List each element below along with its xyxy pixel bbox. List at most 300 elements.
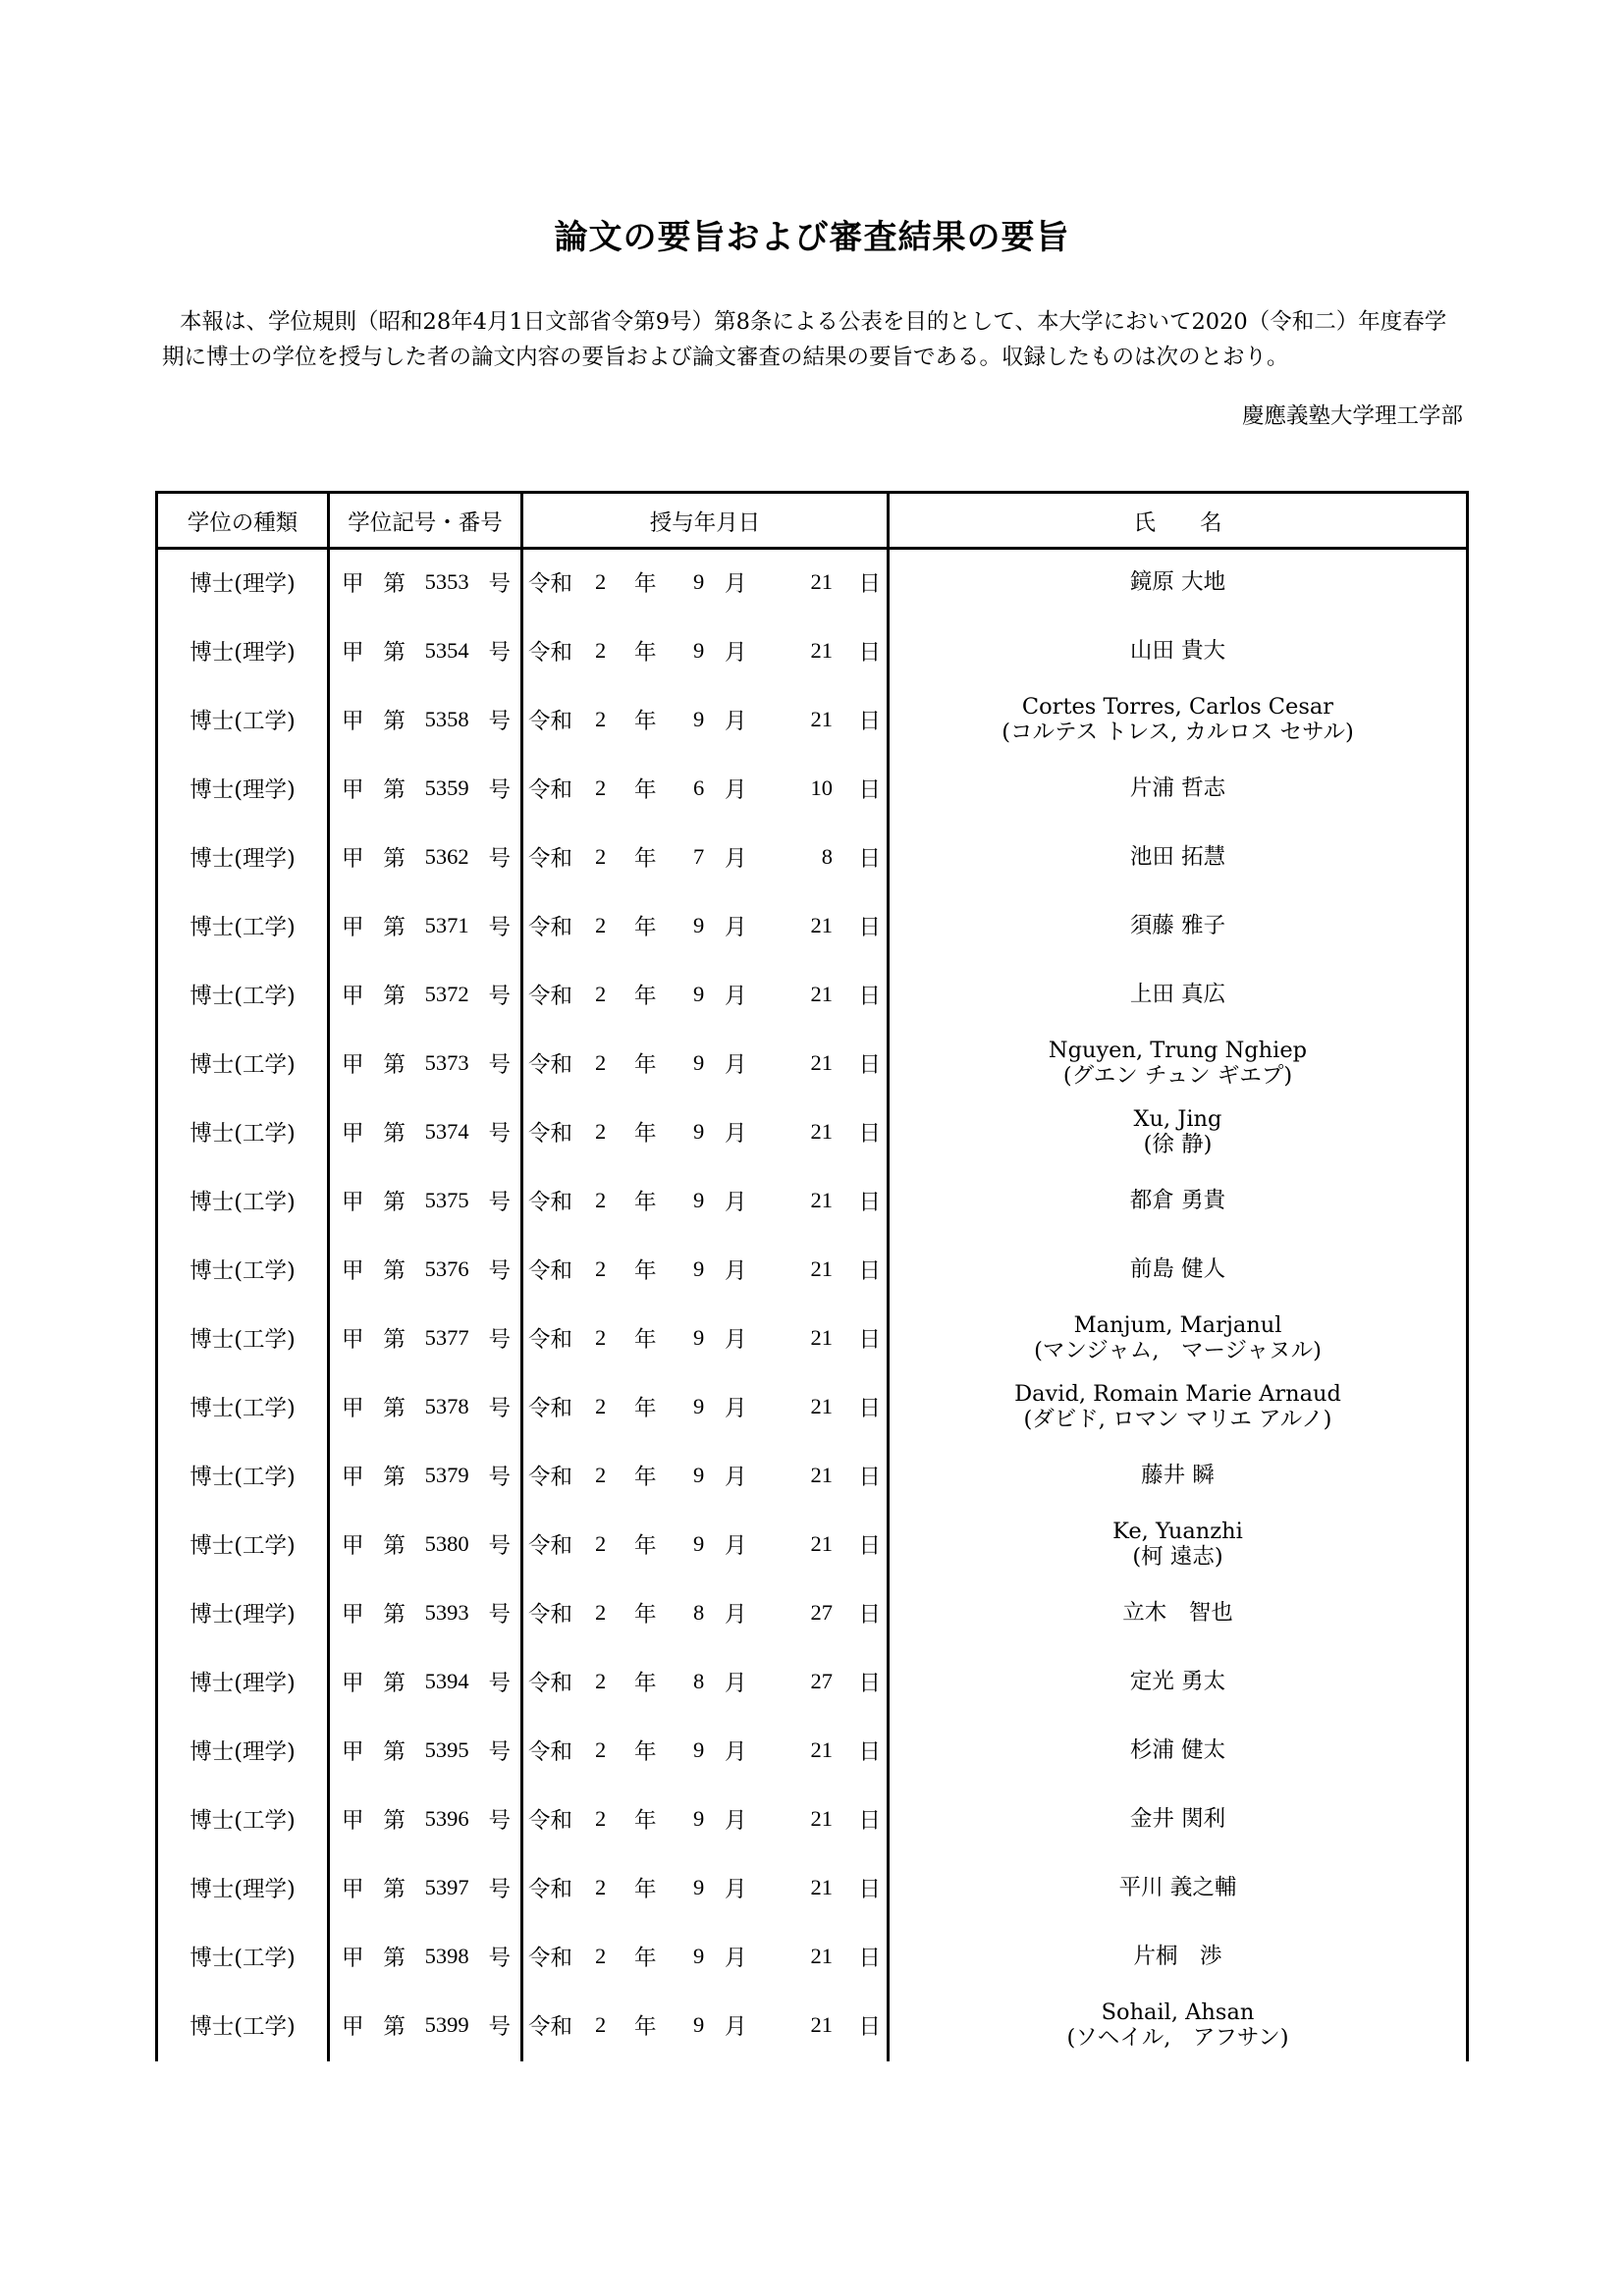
degree-number: 5377 — [424, 1325, 469, 1350]
degree-type-cell: 博士(工学) — [189, 2014, 296, 2040]
dai-label: 第 — [383, 1190, 406, 1215]
year: 2 — [595, 1944, 607, 1968]
gou-label: 号 — [488, 1258, 511, 1284]
year: 2 — [595, 707, 607, 731]
degree-number-cell — [332, 1235, 520, 1304]
nichi-label: 日 — [858, 846, 881, 872]
nichi-label: 日 — [858, 1327, 881, 1353]
table-row — [155, 1991, 1469, 2059]
degree-number: 5396 — [424, 1806, 469, 1831]
nichi-label: 日 — [858, 915, 881, 940]
month: 9 — [693, 638, 705, 663]
degree-type-cell: 博士(理学) — [189, 1877, 296, 1902]
kou-label: 甲 — [342, 1533, 364, 1559]
name-reading: (マンジャム, マージャヌル) — [1034, 1338, 1322, 1363]
degree-number: 5375 — [424, 1188, 469, 1212]
degree-type-cell: 博士(工学) — [189, 709, 296, 734]
nichi-label: 日 — [858, 1258, 881, 1284]
tsuki-label: 月 — [725, 1739, 747, 1765]
gou-label: 号 — [488, 1465, 511, 1490]
month: 9 — [693, 1806, 705, 1831]
degree-number: 5393 — [424, 1600, 469, 1625]
name-primary: 杉浦 健太 — [1129, 1737, 1226, 1763]
degree-number: 5380 — [424, 1531, 469, 1556]
name-cell — [890, 1991, 1466, 2059]
name-primary: Nguyen, Trung Nghiep — [1048, 1038, 1308, 1063]
degree-type-cell: 博士(理学) — [189, 846, 296, 872]
award-date-cell — [528, 685, 887, 754]
degree-number: 5376 — [424, 1256, 469, 1281]
day: 21 — [810, 1256, 833, 1281]
month: 9 — [693, 1875, 705, 1899]
intro-line-1: 本報は、学位規則（昭和28年4月1日文部省令第9号）第8条による公表を目的として、本大学において2020（令和二）年度春学 — [180, 309, 1447, 335]
era-label: 令和 — [528, 1121, 573, 1147]
nen-label: 年 — [634, 2014, 657, 2040]
name-primary: 鏡原 大地 — [1129, 569, 1226, 595]
name-primary: 藤井 瞬 — [1141, 1463, 1215, 1488]
month: 9 — [693, 1119, 705, 1144]
degree-number: 5379 — [424, 1463, 469, 1487]
month: 9 — [693, 1737, 705, 1762]
name-cell — [890, 1578, 1466, 1647]
day: 21 — [810, 638, 833, 663]
award-date-cell — [528, 1991, 887, 2059]
year: 2 — [595, 2012, 607, 2037]
degree-number-cell — [332, 1166, 520, 1235]
nen-label: 年 — [634, 1808, 657, 1834]
kou-label: 甲 — [342, 1877, 364, 1902]
degree-type-cell: 博士(工学) — [189, 1121, 296, 1147]
award-date-cell — [528, 1304, 887, 1372]
award-date-cell — [528, 823, 887, 891]
degree-type-cell: 博士(理学) — [189, 1671, 296, 1696]
gou-label: 号 — [488, 1808, 511, 1834]
era-label: 令和 — [528, 1533, 573, 1559]
nen-label: 年 — [634, 1739, 657, 1765]
tsuki-label: 月 — [725, 1396, 747, 1421]
era-label: 令和 — [528, 1602, 573, 1628]
gou-label: 号 — [488, 640, 511, 666]
day: 21 — [810, 913, 833, 937]
day: 21 — [810, 1188, 833, 1212]
name-cell — [890, 1166, 1466, 1235]
nichi-label: 日 — [858, 1052, 881, 1078]
year: 2 — [595, 913, 607, 937]
name-primary: 立木 智也 — [1122, 1600, 1233, 1626]
nen-label: 年 — [634, 846, 657, 872]
tsuki-label: 月 — [725, 777, 747, 803]
name-cell — [890, 891, 1466, 960]
table-row — [155, 823, 1469, 891]
era-label: 令和 — [528, 1877, 573, 1902]
month: 8 — [693, 1669, 705, 1693]
name-cell — [890, 1510, 1466, 1578]
dai-label: 第 — [383, 1121, 406, 1147]
month: 9 — [693, 1256, 705, 1281]
table-row — [155, 685, 1469, 754]
era-label: 令和 — [528, 2014, 573, 2040]
tsuki-label: 月 — [725, 1877, 747, 1902]
table-row — [155, 1441, 1469, 1510]
degree-type-cell: 博士(工学) — [189, 1396, 296, 1421]
name-reading: (ダビド, ロマン マリエ アルノ) — [1023, 1407, 1332, 1432]
name-cell — [890, 1785, 1466, 1853]
month: 7 — [693, 844, 705, 869]
degree-number-cell — [332, 1304, 520, 1372]
era-label: 令和 — [528, 915, 573, 940]
degree-number: 5372 — [424, 982, 469, 1006]
day: 10 — [810, 775, 833, 800]
kou-label: 甲 — [342, 777, 364, 803]
degree-number-cell — [332, 754, 520, 823]
dai-label: 第 — [383, 1671, 406, 1696]
name-primary: David, Romain Marie Arnaud — [1014, 1381, 1341, 1407]
award-date-cell — [528, 616, 887, 685]
tsuki-label: 月 — [725, 1533, 747, 1559]
day: 21 — [810, 1463, 833, 1487]
nen-label: 年 — [634, 1602, 657, 1628]
award-date-cell — [528, 1029, 887, 1097]
nen-label: 年 — [634, 1671, 657, 1696]
header-degree-number: 学位記号・番号 — [348, 509, 503, 536]
nichi-label: 日 — [858, 571, 881, 597]
year: 2 — [595, 844, 607, 869]
tsuki-label: 月 — [725, 709, 747, 734]
dai-label: 第 — [383, 1533, 406, 1559]
day: 21 — [810, 1119, 833, 1144]
era-label: 令和 — [528, 846, 573, 872]
award-date-cell — [528, 1647, 887, 1716]
gou-label: 号 — [488, 571, 511, 597]
month: 9 — [693, 1188, 705, 1212]
kou-label: 甲 — [342, 1052, 364, 1078]
table-row — [155, 1097, 1469, 1166]
year: 2 — [595, 1737, 607, 1762]
gou-label: 号 — [488, 777, 511, 803]
kou-label: 甲 — [342, 1258, 364, 1284]
degree-number: 5399 — [424, 2012, 469, 2037]
award-date-cell — [528, 548, 887, 616]
table-row — [155, 1235, 1469, 1304]
table-row — [155, 548, 1469, 616]
year: 2 — [595, 982, 607, 1006]
era-label: 令和 — [528, 1946, 573, 1971]
era-label: 令和 — [528, 1052, 573, 1078]
year: 2 — [595, 638, 607, 663]
gou-label: 号 — [488, 1052, 511, 1078]
degree-number-cell — [332, 616, 520, 685]
degree-type-cell: 博士(理学) — [189, 777, 296, 803]
month: 9 — [693, 1325, 705, 1350]
day: 27 — [810, 1600, 833, 1625]
nen-label: 年 — [634, 709, 657, 734]
name-primary: 都倉 勇貴 — [1129, 1188, 1226, 1213]
kou-label: 甲 — [342, 2014, 364, 2040]
gou-label: 号 — [488, 1739, 511, 1765]
gou-label: 号 — [488, 709, 511, 734]
kou-label: 甲 — [342, 1808, 364, 1834]
name-primary: Sohail, Ahsan — [1101, 2000, 1255, 2025]
gou-label: 号 — [488, 1602, 511, 1628]
era-label: 令和 — [528, 1190, 573, 1215]
name-cell — [890, 1304, 1466, 1372]
name-cell — [890, 823, 1466, 891]
era-label: 令和 — [528, 984, 573, 1009]
day: 21 — [810, 569, 833, 594]
gou-label: 号 — [488, 1671, 511, 1696]
kou-label: 甲 — [342, 1465, 364, 1490]
name-reading: (グエン チュン ギエプ) — [1062, 1063, 1293, 1089]
name-primary: 上田 真広 — [1129, 982, 1226, 1007]
dai-label: 第 — [383, 984, 406, 1009]
tsuki-label: 月 — [725, 846, 747, 872]
degree-number-cell — [332, 1991, 520, 2059]
degree-number-cell — [332, 823, 520, 891]
era-label: 令和 — [528, 777, 573, 803]
nichi-label: 日 — [858, 1396, 881, 1421]
degree-number-cell — [332, 1578, 520, 1647]
table-row — [155, 1785, 1469, 1853]
degree-number: 5398 — [424, 1944, 469, 1968]
nen-label: 年 — [634, 1190, 657, 1215]
gou-label: 号 — [488, 1877, 511, 1902]
table-row — [155, 1853, 1469, 1922]
era-label: 令和 — [528, 1671, 573, 1696]
name-reading: (コルテス トレス, カルロス セサル) — [1001, 720, 1354, 745]
degree-number-cell — [332, 1853, 520, 1922]
month: 9 — [693, 1944, 705, 1968]
name-primary: 片浦 哲志 — [1129, 775, 1226, 801]
nichi-label: 日 — [858, 2014, 881, 2040]
degree-type-cell: 博士(工学) — [189, 1808, 296, 1834]
degree-number-cell — [332, 1510, 520, 1578]
kou-label: 甲 — [342, 1327, 364, 1353]
table-row — [155, 1029, 1469, 1097]
dai-label: 第 — [383, 1808, 406, 1834]
era-label: 令和 — [528, 709, 573, 734]
dai-label: 第 — [383, 709, 406, 734]
month: 9 — [693, 1050, 705, 1075]
degree-number-cell — [332, 960, 520, 1029]
name-primary: 池田 拓慧 — [1129, 844, 1226, 870]
dai-label: 第 — [383, 915, 406, 940]
name-primary: Cortes Torres, Carlos Cesar — [1021, 694, 1334, 720]
dai-label: 第 — [383, 777, 406, 803]
name-cell — [890, 754, 1466, 823]
kou-label: 甲 — [342, 1946, 364, 1971]
day: 21 — [810, 1875, 833, 1899]
nichi-label: 日 — [858, 1877, 881, 1902]
degree-number: 5394 — [424, 1669, 469, 1693]
kou-label: 甲 — [342, 709, 364, 734]
dai-label: 第 — [383, 640, 406, 666]
degree-number-cell — [332, 1372, 520, 1441]
award-date-cell — [528, 1235, 887, 1304]
nen-label: 年 — [634, 1396, 657, 1421]
degree-number: 5358 — [424, 707, 469, 731]
name-cell — [890, 1853, 1466, 1922]
name-primary: 前島 健人 — [1129, 1256, 1226, 1282]
day: 21 — [810, 707, 833, 731]
month: 9 — [693, 1463, 705, 1487]
nen-label: 年 — [634, 1877, 657, 1902]
degree-number: 5359 — [424, 775, 469, 800]
kou-label: 甲 — [342, 984, 364, 1009]
name-cell — [890, 1647, 1466, 1716]
year: 2 — [595, 1531, 607, 1556]
table-row — [155, 616, 1469, 685]
year: 2 — [595, 1325, 607, 1350]
year: 2 — [595, 1806, 607, 1831]
degree-type-cell: 博士(工学) — [189, 984, 296, 1009]
month: 9 — [693, 707, 705, 731]
tsuki-label: 月 — [725, 1602, 747, 1628]
award-date-cell — [528, 1441, 887, 1510]
nen-label: 年 — [634, 1052, 657, 1078]
degree-type-cell: 博士(工学) — [189, 1946, 296, 1971]
nichi-label: 日 — [858, 777, 881, 803]
day: 21 — [810, 1050, 833, 1075]
dai-label: 第 — [383, 1877, 406, 1902]
degree-table — [155, 491, 1469, 2061]
award-date-cell — [528, 1372, 887, 1441]
nen-label: 年 — [634, 984, 657, 1009]
degree-number: 5362 — [424, 844, 469, 869]
tsuki-label: 月 — [725, 1258, 747, 1284]
era-label: 令和 — [528, 1739, 573, 1765]
award-date-cell — [528, 1853, 887, 1922]
dai-label: 第 — [383, 1258, 406, 1284]
nichi-label: 日 — [858, 1671, 881, 1696]
nen-label: 年 — [634, 1258, 657, 1284]
kou-label: 甲 — [342, 1739, 364, 1765]
nichi-label: 日 — [858, 1465, 881, 1490]
name-primary: Manjum, Marjanul — [1073, 1312, 1282, 1338]
year: 2 — [595, 1875, 607, 1899]
year: 2 — [595, 1463, 607, 1487]
nichi-label: 日 — [858, 640, 881, 666]
name-cell — [890, 960, 1466, 1029]
degree-number-cell — [332, 1647, 520, 1716]
degree-type-cell: 博士(工学) — [189, 1052, 296, 1078]
nen-label: 年 — [634, 777, 657, 803]
dai-label: 第 — [383, 1946, 406, 1971]
kou-label: 甲 — [342, 640, 364, 666]
table-row — [155, 1510, 1469, 1578]
day: 8 — [821, 844, 833, 869]
name-primary: 片桐 渉 — [1133, 1944, 1222, 1969]
name-cell — [890, 1922, 1466, 1991]
month: 9 — [693, 982, 705, 1006]
year: 2 — [595, 1600, 607, 1625]
tsuki-label: 月 — [725, 1465, 747, 1490]
name-cell — [890, 1441, 1466, 1510]
nichi-label: 日 — [858, 1739, 881, 1765]
header-award-date: 授与年月日 — [649, 509, 761, 536]
dai-label: 第 — [383, 1052, 406, 1078]
degree-type-cell: 博士(理学) — [189, 1739, 296, 1765]
tsuki-label: 月 — [725, 1052, 747, 1078]
name-primary: 金井 関利 — [1129, 1806, 1226, 1832]
dai-label: 第 — [383, 1739, 406, 1765]
kou-label: 甲 — [342, 846, 364, 872]
degree-number-cell — [332, 685, 520, 754]
degree-number: 5378 — [424, 1394, 469, 1418]
page-title: 論文の要旨および審査結果の要旨 — [554, 218, 1070, 257]
nichi-label: 日 — [858, 709, 881, 734]
name-cell — [890, 1235, 1466, 1304]
era-label: 令和 — [528, 1327, 573, 1353]
tsuki-label: 月 — [725, 1121, 747, 1147]
header-name: 氏 名 — [1133, 509, 1222, 536]
tsuki-label: 月 — [725, 1327, 747, 1353]
table-row — [155, 891, 1469, 960]
nichi-label: 日 — [858, 984, 881, 1009]
name-cell — [890, 616, 1466, 685]
tsuki-label: 月 — [725, 1946, 747, 1971]
name-cell — [890, 685, 1466, 754]
nen-label: 年 — [634, 1121, 657, 1147]
name-cell — [890, 1029, 1466, 1097]
degree-number: 5371 — [424, 913, 469, 937]
tsuki-label: 月 — [725, 571, 747, 597]
nichi-label: 日 — [858, 1533, 881, 1559]
degree-number-cell — [332, 548, 520, 616]
gou-label: 号 — [488, 2014, 511, 2040]
gou-label: 号 — [488, 1190, 511, 1215]
degree-number-cell — [332, 1716, 520, 1785]
month: 6 — [693, 775, 705, 800]
intro-line-2: 期に博士の学位を授与した者の論文内容の要旨および論文審査の結果の要旨である。収録したものは次のとおり。 — [162, 345, 1289, 370]
tsuki-label: 月 — [725, 915, 747, 940]
era-label: 令和 — [528, 1465, 573, 1490]
dai-label: 第 — [383, 571, 406, 597]
gou-label: 号 — [488, 1533, 511, 1559]
era-label: 令和 — [528, 571, 573, 597]
degree-number: 5397 — [424, 1875, 469, 1899]
month: 9 — [693, 569, 705, 594]
degree-number: 5373 — [424, 1050, 469, 1075]
era-label: 令和 — [528, 1258, 573, 1284]
month: 9 — [693, 2012, 705, 2037]
gou-label: 号 — [488, 915, 511, 940]
dai-label: 第 — [383, 1396, 406, 1421]
day: 21 — [810, 1531, 833, 1556]
degree-number: 5354 — [424, 638, 469, 663]
degree-type-cell: 博士(理学) — [189, 571, 296, 597]
degree-type-cell: 博士(工学) — [189, 1465, 296, 1490]
degree-number-cell — [332, 891, 520, 960]
kou-label: 甲 — [342, 571, 364, 597]
name-reading: (徐 静) — [1143, 1132, 1213, 1157]
nen-label: 年 — [634, 571, 657, 597]
table-row — [155, 1166, 1469, 1235]
degree-type-cell: 博士(理学) — [189, 1602, 296, 1628]
degree-type-cell: 博士(工学) — [189, 1258, 296, 1284]
gou-label: 号 — [488, 1121, 511, 1147]
award-date-cell — [528, 1716, 887, 1785]
degree-number: 5395 — [424, 1737, 469, 1762]
year: 2 — [595, 1669, 607, 1693]
name-cell — [890, 1372, 1466, 1441]
name-cell — [890, 1716, 1466, 1785]
gou-label: 号 — [488, 1396, 511, 1421]
award-date-cell — [528, 1785, 887, 1853]
kou-label: 甲 — [342, 1602, 364, 1628]
name-primary: 定光 勇太 — [1129, 1669, 1226, 1694]
dai-label: 第 — [383, 846, 406, 872]
name-primary: Ke, Yuanzhi — [1112, 1519, 1243, 1544]
